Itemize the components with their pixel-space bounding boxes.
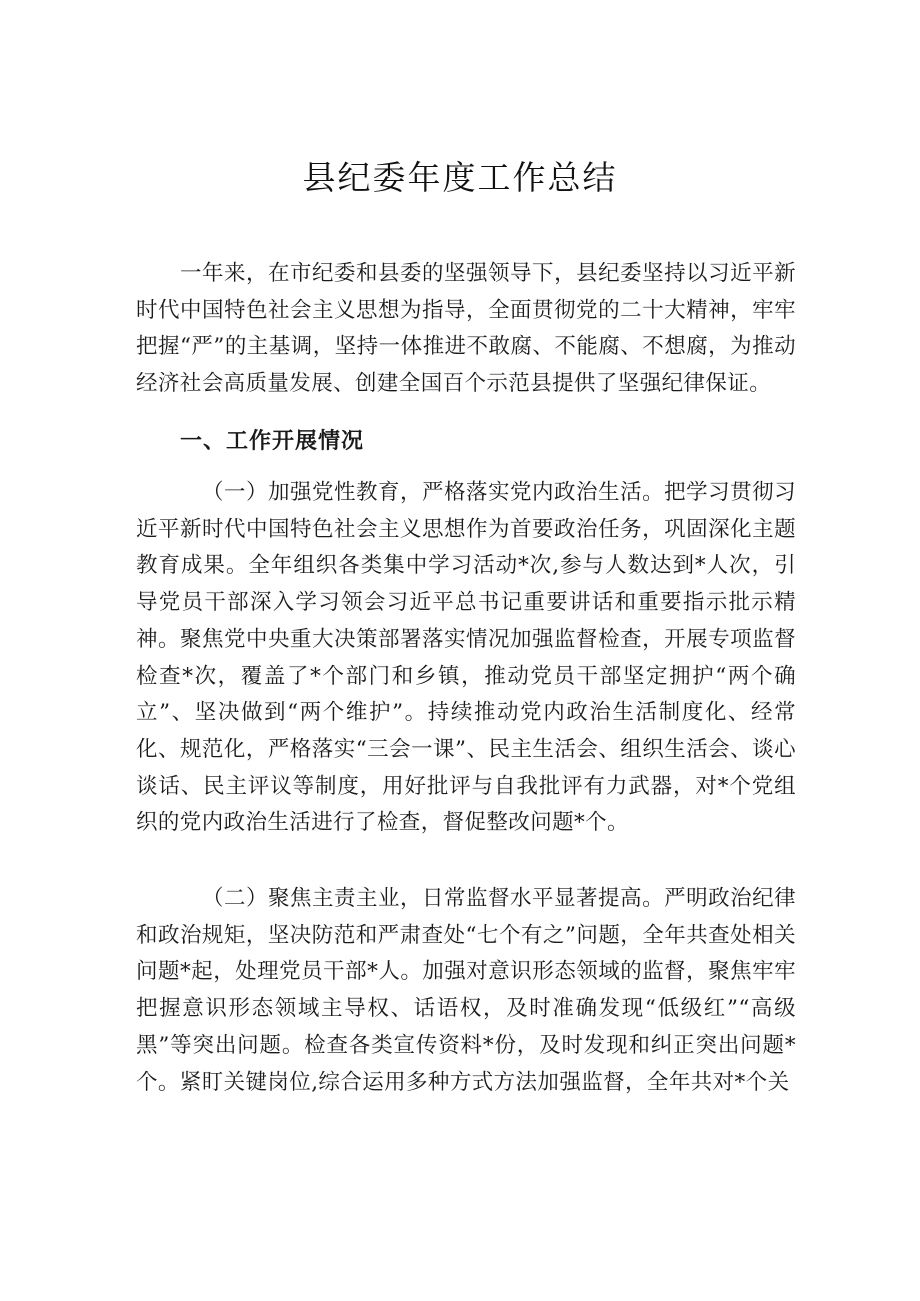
intro-paragraph: 一年来，在市纪委和县委的坚强领导下，县纪委坚持以习近平新时代中国特色社会主义思想为指导，全面贯彻党的二十大精神，牢牢把握“严”的主基调，坚持一体推进不敢腐、不能腐、不想腐，为推动经济社会高质量发展、创建全国百个示范县提供了坚强纪律保证。 (136, 261, 796, 397)
section-heading: 一、工作开展情况 (180, 429, 365, 454)
document-title: 县纪委年度工作总结 (302, 158, 618, 197)
section-paragraph-2: （二）聚焦主责主业，日常监督水平显著提高。严明政治纪律和政治规矩，坚决防范和严肃查处“七个有之”问题，全年共查处相关问题*起，处理党员干部*人。加强对意识形态领域的监督，聚焦牢牢把握意识形态领域主导权、话语权，及时准确发现“低级红”“高级黑”等突出问题。检查各类宣传资料*份，及时发现和纠正突出问题*个。紧盯关键岗位,综合运用多种方式方法加强监督，全年共对*个关 (136, 886, 796, 1095)
section-paragraph-1: （一）加强党性教育，严格落实党内政治生活。把学习贯彻习近平新时代中国特色社会主义思想作为首要政治任务，巩固深化主题教育成果。全年组织各类集中学习活动*次,参与人数达到*人次，引导党员干部深入学习领会习近平总书记重要讲话和重要指示批示精神。聚焦党中央重大决策部署落实情况加强监督检查，开展专项监督检查*次，覆盖了*个部门和乡镇，推动党员干部坚定拥护“两个确立”、坚决做到“两个维护”。持续推动党内政治生活制度化、经常化、规范化，严格落实“三会一课”、民主生活会、组织生活会、谈心谈话、民主评议等制度，用好批评与自我批评有力武器，对*个党组织的党内政治生活进行了检查，督促整改问题*个。 (136, 480, 796, 836)
